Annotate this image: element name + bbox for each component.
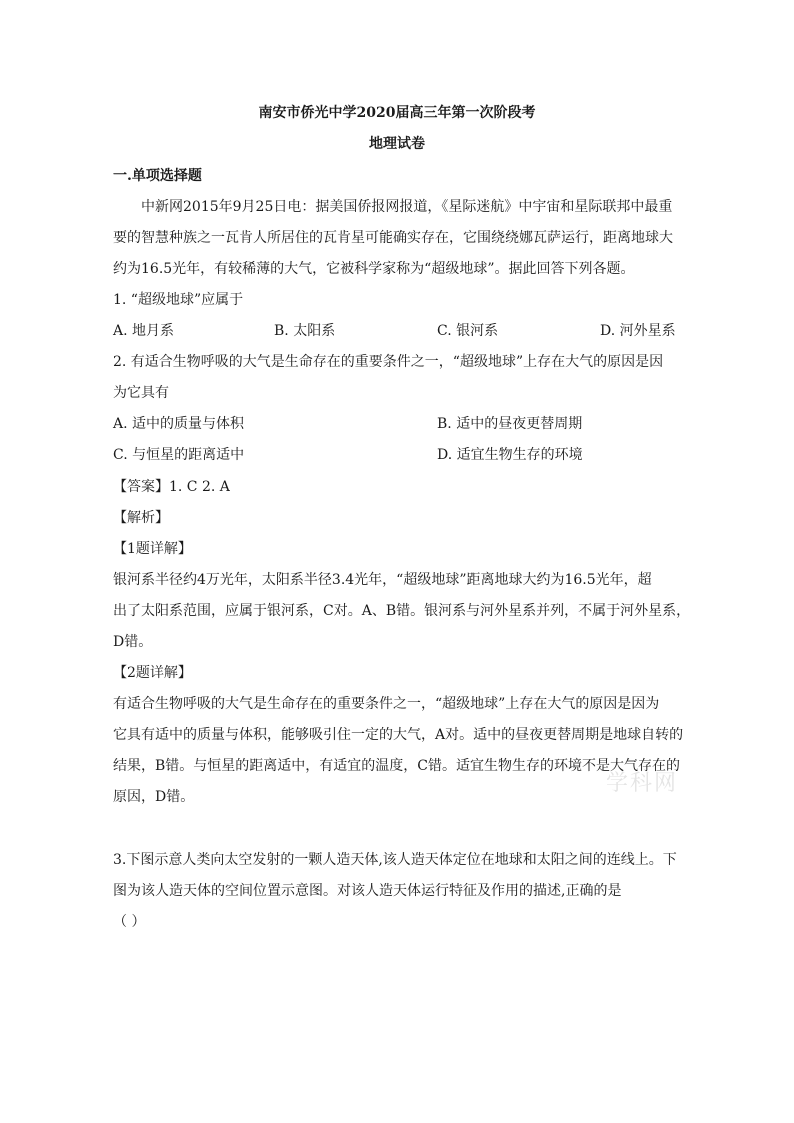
question-2-stem: 2. 有适合生物呼吸的大气是生命存在的重要条件之一，“超级地球”上存在大气的原因是因: [113, 354, 664, 370]
detail-2-line: 它具有适中的质量与体积，能够吸引住一定的大气，A对。适中的昼夜更替周期是地球自转的: [113, 727, 684, 743]
answer-line: 【答案】1. C 2. A: [113, 479, 230, 495]
q2-option-d: D. 适宜生物生存的环境: [437, 447, 583, 463]
q1-option-c: C. 银河系: [437, 323, 499, 339]
question-3-blank: （ ）: [113, 914, 146, 930]
q2-option-b: B. 适中的昼夜更替周期: [437, 416, 583, 432]
passage-line: 约为16.5光年，有较稀薄的大气，它被科学家称为“超级地球”。据此回答下列各题。: [113, 261, 635, 277]
detail-2-line: 原因，D错。: [113, 789, 195, 805]
watermark: 学科网: [606, 771, 679, 796]
q1-option-d: D. 河外星系: [600, 323, 676, 339]
detail-1-line: 银河系半径约4万光年，太阳系半径3.4光年，“超级地球”距离地球大约为16.5光年，超: [113, 572, 652, 588]
q1-option-b: B. 太阳系: [274, 323, 336, 339]
detail-1-title: 【1题详解】: [113, 541, 192, 557]
detail-1-line: D错。: [113, 634, 153, 650]
q2-option-c: C. 与恒星的距离适中: [113, 447, 245, 463]
q2-option-a: A. 适中的质量与体积: [113, 416, 245, 432]
passage-line: 中新网2015年9月25日电：据美国侨报网报道，《星际迷航》中宇宙和星际联邦中最重: [141, 199, 673, 215]
detail-1-line: 出了太阳系范围，应属于银河系，C对。A、B错。银河系与河外星系并列，不属于河外星系，: [113, 603, 691, 619]
passage-line: 要的智慧种族之一瓦肯人所居住的瓦肯星可能确实存在，它围绕绕娜瓦萨运行，距离地球大: [113, 230, 673, 246]
q1-option-a: A. 地月系: [113, 323, 175, 339]
detail-2-line: 结果，B错。与恒星的距离适中，有适宜的温度，C错。适宜生物生存的环境不是大气存在的: [113, 758, 680, 774]
subject-title: 地理试卷: [369, 136, 425, 152]
question-3-stem: 3.下图示意人类向太空发射的一颗人造天体,该人造天体定位在地球和太阳之间的连线上。下: [113, 852, 677, 868]
question-1-stem: 1. “超级地球”应属于: [113, 292, 244, 308]
detail-2-line: 有适合生物呼吸的大气是生命存在的重要条件之一，“超级地球”上存在大气的原因是因为: [113, 696, 660, 712]
analysis-label: 【解析】: [113, 510, 169, 526]
detail-2-title: 【2题详解】: [113, 665, 192, 681]
school-title: 南安市侨光中学2020届高三年第一次阶段考: [258, 105, 536, 121]
section-heading: 一.单项选择题: [113, 168, 202, 184]
question-3-stem: 图为该人造天体的空间位置示意图。对该人造天体运行特征及作用的描述,正确的是: [113, 883, 622, 899]
question-2-stem: 为它具有: [113, 385, 169, 401]
